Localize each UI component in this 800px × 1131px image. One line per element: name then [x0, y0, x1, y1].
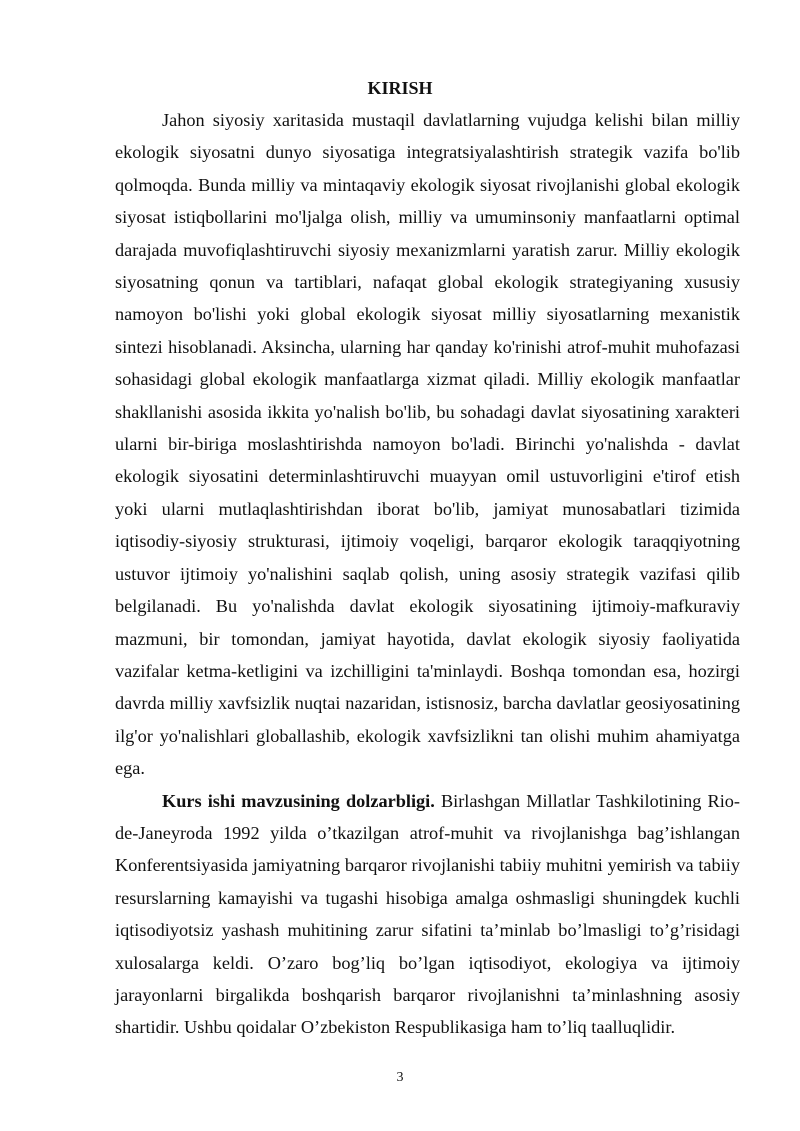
section-title: KIRISH: [367, 78, 433, 98]
page-number: 3: [396, 1070, 404, 1085]
paragraph-introduction: [115, 104, 740, 785]
paragraph-lead: Kurs ishi mavzusining dolzarbligi.: [162, 790, 435, 811]
paragraph-relevance: [115, 785, 740, 1044]
body-text: [115, 104, 740, 1044]
paragraph-text: Birlashgan Millatlar Tashkilotining Rio-de-Janeyroda 1992 yilda o’tkazilgan atrof-muhit va rivojlanishga bag’ishlangan Konferentsiyasida jamiyatning barqaror rivojlanishi tabiiy muhitni yemirish va tabiiy resurslarning kamayishi va tugashi hisobiga amalga oshmasligi shuningdek kuchli iqtisodiyotsiz yashash muhitining zarur sifatini ta’minlab bo’lmasligi to’g’risidagi xulosalarga keldi. O’zaro bog’liq bo’lgan iqtisodiyot, ekologiya va ijtimoiy jarayonlarni birgalikda boshqarish barqaror rivojlanishni ta’minlashning asosiy shartidir. Ushbu qoidalar O’zbekiston Respublikasiga ham to’liq taalluqlidir.: [115, 790, 740, 1038]
paragraph-text: Jahon siyosiy xaritasida mustaqil davlatlarning vujudga kelishi bilan milliy ekologik siyosatni dunyo siyosatiga integratsiyalashtirish strategik vazifa bo'lib qolmoqda. Bunda milliy va mintaqaviy ekologik siyosat rivojlanishi global ekologik siyosat istiqbollarini mo'ljalga olish, milliy va umuminsoniy manfaatlarni optimal darajada muvofiqlashtiruvchi siyosiy mexanizmlarni yaratish zarur. Milliy ekologik siyosatning qonun va tartiblari, nafaqat global ekologik strategiyaning xususiy namoyon bo'lishi yoki global ekologik siyosat milliy siyosatlarning mexanistik sintezi hisoblanadi. Aksincha, ularning har qanday ko'rinishi atrof-muhit muhofazasi sohasidagi global ekologik manfaatlarga xizmat qiladi. Milliy ekologik manfaatlar shakllanishi asosida ikkita yo'nalish bo'lib, bu sohadagi davlat siyosatining xarakteri ularni bir-biriga moslashtirishda namoyon bo'ladi. Birinchi yo'nalishda - davlat ekologik siyosatini determinlashtiruvchi muayyan omil ustuvorligini e'tirof etish yoki ularni mutlaqlashtirishdan iborat bo'lib, jamiyat munosabatlari tizimida iqtisodiy-siyosiy strukturasi, ijtimoiy voqeligi, barqaror ekologik taraqqiyotning ustuvor ijtimoiy yo'nalishini saqlab qolish, uning asosiy strategik vazifasi qilib belgilanadi. Bu yo'nalishda davlat ekologik siyosatining ijtimoiy-mafkuraviy mazmuni, bir tomondan, jamiyat hayotida, davlat ekologik siyosiy faoliyatida vazifalar ketma-ketligini va izchilligini ta'minlaydi. Boshqa tomondan esa, hozirgi davrda milliy xavfsizlik nuqtai nazaridan, istisnosiz, barcha davlatlar geosiyosatining ilg'or yo'nalishlari globallashib, ekologik xavfsizlikni tan olishi muhim ahamiyatga ega.: [115, 110, 740, 779]
